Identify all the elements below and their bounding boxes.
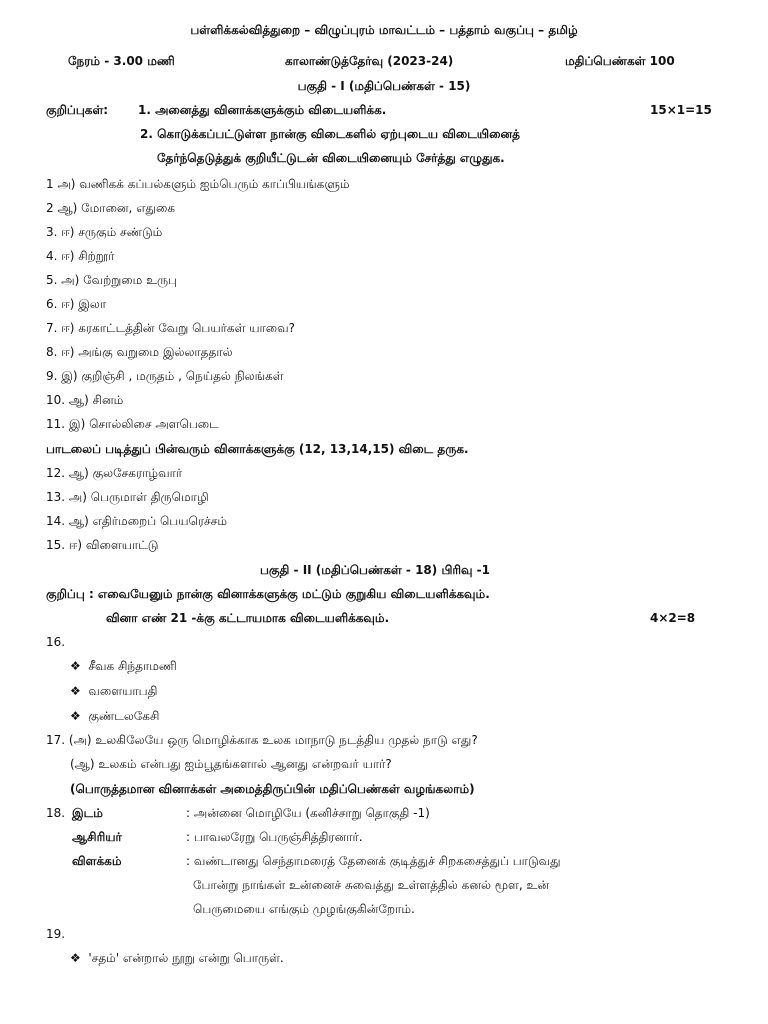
exam-time: நேரம் - 3.00 மணி (68, 54, 175, 68)
part2-marks: 4×2=8 (650, 611, 696, 625)
answer-7: 7. ஈ) கரகாட்டத்தின் வேறு பெயர்கள் யாவை? (46, 321, 296, 335)
note-1-marks: 15×1=15 (650, 103, 712, 117)
answer-10: 10. ஆ) சினம் (46, 393, 124, 407)
total-marks: மதிப்பெண்கள் 100 (565, 54, 675, 68)
note-2-line1: 2. கொடுக்கப்பட்டுள்ள நான்கு விடைகளில் ஏற்புடைய விடையினைத் (140, 127, 520, 141)
answer-4: 4. ஈ) சிற்றூர் (46, 249, 115, 263)
q18-explain-label: விளக்கம் (72, 854, 122, 868)
question-17b: (ஆ) உலகம் என்பது ஐம்பூதங்களால் ஆனது என்றவர் யார்? (70, 757, 392, 771)
diamond-bullet-icon: ❖ (70, 709, 81, 723)
part1-heading: பகுதி - I (மதிப்பெண்கள் - 15) (297, 79, 471, 93)
q16-item-1: சீவக சிந்தாமணி (88, 659, 177, 673)
diamond-bullet-icon: ❖ (70, 684, 81, 698)
part2-note-2: வினா எண் 21 -க்கு கட்டாயமாக விடையளிக்கவும். (106, 611, 390, 625)
q16-item-2: வளையாபதி (88, 684, 158, 698)
answer-13: 13. அ) பெருமாள் திருமொழி (46, 490, 209, 504)
q18-explain-line3: பெருமையை எங்கும் முழங்குகின்றோம். (193, 902, 415, 916)
q18-place: : அன்னை மொழியே (கனிச்சாறு தொகுதி -1) (186, 806, 430, 820)
answer-11: 11. இ) சொல்லிசை அளபெடை (46, 417, 219, 431)
q18-author: : பாவலரேறு பெருஞ்சித்திரனார். (186, 830, 363, 844)
answer-5: 5. அ) வேற்றுமை உருபு (46, 273, 178, 287)
q18-explain-line2: போன்று நாங்கள் உன்னைச் சுவைத்து உள்ளத்தில் கனல் மூள, உன் (193, 878, 550, 892)
answer-3: 3. ஈ) சருகும் சண்டும் (46, 225, 163, 239)
note-1: 1. அனைத்து வினாக்களுக்கும் விடையளிக்க. (138, 103, 387, 117)
q18-explain-line1: : வண்டானது செந்தாமரைத் தேனைக் குடித்துச் சிறகசைத்துப் பாடுவது (186, 854, 561, 868)
q18-place-label: இடம் (72, 806, 103, 820)
q16-item-3: குண்டலகேசி (88, 709, 160, 723)
question-16-number: 16. (46, 635, 66, 649)
part2-heading: பகுதி - II (மதிப்பெண்கள் - 18) பிரிவு -1 (260, 563, 491, 577)
list-item (70, 683, 157, 699)
answer-9: 9. இ) குறிஞ்சி , மருதம் , நெய்தல் நிலங்கள் (46, 369, 284, 383)
list-item (70, 708, 159, 724)
notes-label: குறிப்புகள்: (46, 103, 109, 117)
poem-instruction: பாடலைப் படித்துப் பின்வரும் வினாக்களுக்கு (12, 13,14,15) விடை தருக. (46, 442, 469, 456)
list-item (70, 658, 177, 674)
answer-6: 6. ஈ) இலா (46, 297, 107, 311)
diamond-bullet-icon: ❖ (70, 951, 81, 965)
q18-author-label: ஆசிரியர் (72, 830, 122, 844)
question-18-number: 18. (46, 806, 66, 820)
document-title: பள்ளிக்கல்வித்துறை – விழுப்புரம் மாவட்டம் – பத்தாம் வகுப்பு – தமிழ் (190, 23, 578, 37)
list-item (70, 950, 284, 966)
answer-1: 1 அ) வணிகக் கப்பல்களும் ஐம்பெரும் காப்பியங்களும் (46, 177, 350, 191)
note-2-line2: தேர்ந்தெடுத்துக் குறியீட்டுடன் விடையினையும் சேர்த்து எழுதுக. (157, 151, 505, 165)
answer-8: 8. ஈ) அங்கு வறுமை இல்லாததால் (46, 345, 233, 359)
q19-item: 'சதம்' என்றால் நூறு என்று பொருள். (88, 951, 284, 965)
question-19-number: 19. (46, 927, 66, 941)
diamond-bullet-icon: ❖ (70, 659, 81, 673)
question-17a: 17. (அ) உலகிலேயே ஒரு மொழிக்காக உலக மாநாடு நடத்திய முதல் நாடு எது? (46, 733, 478, 747)
answer-15: 15. ஈ) விளையாட்டு (46, 538, 159, 552)
answer-2: 2 ஆ) மோனை, எதுகை (46, 201, 175, 215)
answer-12: 12. ஆ) குலசேகராழ்வார் (46, 466, 183, 480)
part2-note: குறிப்பு : எவையேனும் நான்கு வினாக்களுக்கு மட்டும் குறுகிய விடையளிக்கவும். (46, 587, 490, 601)
exam-name: காலாண்டுத்தேர்வு (2023-24) (285, 54, 454, 68)
answer-14: 14. ஆ) எதிர்மறைப் பெயரெச்சம் (46, 514, 228, 528)
q17-note: (பொருத்தமான வினாக்கள் அமைத்திருப்பின் மதிப்பெண்கள் வழங்கலாம்) (70, 782, 475, 796)
